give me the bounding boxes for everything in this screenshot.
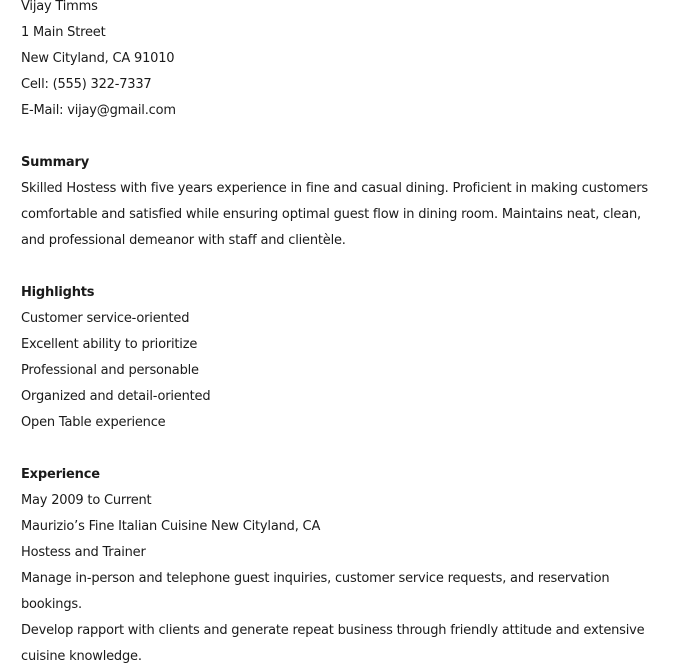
experience-duty: Manage in-person and telephone guest inquiries, customer service requests, and reservation bookings. <box>21 571 610 612</box>
highlights-section <box>21 280 666 436</box>
experience-employer: Maurizio’s Fine Italian Cuisine New Cityland, CA <box>21 519 321 534</box>
summary-heading: Summary <box>21 155 89 170</box>
contact-cell: Cell: (555) 322-7337 <box>21 77 152 92</box>
resume-document <box>21 0 666 670</box>
summary-text: Skilled Hostess with five years experience in fine and casual dining. Proficient in making customers comfortable and satisfied while ensuring optimal guest flow in dining room. Maintains neat, clean, and professional demeanor with staff and clientèle. <box>21 181 648 248</box>
contact-name: Vijay Timms <box>21 0 98 14</box>
experience-section <box>21 462 666 670</box>
section-spacer <box>21 124 666 150</box>
contact-email: E-Mail: vijay@gmail.com <box>21 103 176 118</box>
experience-duty: Develop rapport with clients and generate repeat business through friendly attitude and extensive cuisine knowledge. <box>21 623 645 664</box>
highlights-heading: Highlights <box>21 285 95 300</box>
highlight-item: Customer service-oriented <box>21 311 190 326</box>
experience-dates: May 2009 to Current <box>21 493 152 508</box>
section-spacer <box>21 254 666 280</box>
experience-heading: Experience <box>21 467 100 482</box>
highlight-item: Organized and detail-oriented <box>21 389 211 404</box>
highlight-item: Professional and personable <box>21 363 199 378</box>
contact-city: New Cityland, CA 91010 <box>21 51 175 66</box>
section-spacer <box>21 436 666 462</box>
highlight-item: Excellent ability to prioritize <box>21 337 198 352</box>
summary-section <box>21 150 666 254</box>
contact-block <box>21 0 666 124</box>
highlight-item: Open Table experience <box>21 415 166 430</box>
contact-street: 1 Main Street <box>21 25 106 40</box>
experience-title: Hostess and Trainer <box>21 545 146 560</box>
